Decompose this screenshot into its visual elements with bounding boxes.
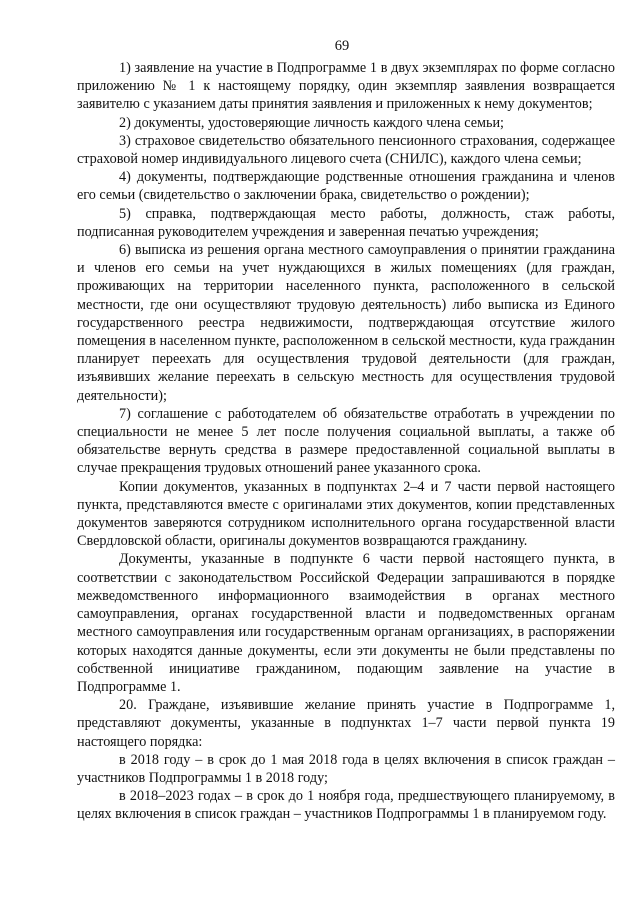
paragraph-deadline-2018: в 2018 году – в срок до 1 мая 2018 года в целях включения в список граждан – участников Подпрограммы 1 в 2018 году; [77, 751, 615, 786]
paragraph-copies: Копии документов, указанных в подпунктах 2–4 и 7 части первой настоящего пункта, представляются вместе с оригиналами этих документов, копии представленных документов заверяются сотрудником исполнительного органа государственной власти Свердловской области, оригиналы документов возвращаются гражданину. [77, 478, 615, 550]
paragraph-item-7: 7) соглашение с работодателем об обязательстве отработать в учреждении по специальности не менее 5 лет после получения социальной выплаты, а также об обязательстве вернуть средства в размере предоставленной социальной выплаты в случае прекращения трудовых отношений ранее указанного срока. [77, 405, 615, 477]
document-body [77, 59, 615, 824]
paragraph-item-3: 3) страховое свидетельство обязательного пенсионного страхования, содержащее страховой номер индивидуального лицевого счета (СНИЛС), каждого члена семьи; [77, 132, 615, 168]
paragraph-item-6: 6) выписка из решения органа местного самоуправления о принятии гражданина и членов его семьи на учет нуждающихся в жилых помещениях (для граждан, проживающих на территории населенного пункта, расположенного в сельской местности, где они осуществляют трудовую деятельность) либо выписка из Единого государственного реестра недвижимости, подтверждающая отсутствие жилого помещения в населенном пункте, расположенном в сельской местности, куда гражданин планирует переехать для осуществления трудовой деятельности (для граждан, изъявивших желание переехать в сельскую местность для осуществления трудовой деятельности); [77, 242, 615, 404]
paragraph-item-1: 1) заявление на участие в Подпрограмме 1 в двух экземплярах по форме согласно приложению № 1 к настоящему порядку, один экземпляр заявления возвращается заявителю с указанием даты принятия заявления и приложенных к нему документов; [77, 60, 615, 113]
paragraph-interagency: Документы, указанные в подпункте 6 части первой настоящего пункта, в соответствии с законодательством Российской Федерации запрашиваются в порядке межведомственного информационного взаимодействия в органах местного самоуправления, органах государственной власти и подведомственных органам местного самоуправления или государственным органам организациях, в распоряжении которых находятся данные документы, если эти документы не были представлены по собственной инициативе гражданином, подающим заявление на участие в Подпрограмме 1. [77, 551, 615, 695]
paragraph-item-4: 4) документы, подтверждающие родственные отношения гражданина и членов его семьи (свидетельство о заключении брака, свидетельство о рождении); [77, 169, 615, 204]
paragraph-deadline-2018-2023: в 2018–2023 годах – в срок до 1 ноября года, предшествующего планируемому, в целях включения в список граждан – участников Подпрограммы 1 в планируемом году. [77, 788, 615, 823]
paragraph-item-2: 2) документы, удостоверяющие личность каждого члена семьи; [119, 114, 504, 131]
paragraph-section-20: 20. Граждане, изъявившие желание принять участие в Подпрограмме 1, представляют документы, указанные в подпунктах 1–7 части первой пункта 19 настоящего порядка: [77, 697, 615, 750]
page-number: 69 [334, 38, 350, 54]
paragraph-item-5: 5) справка, подтверждающая место работы, должность, стаж работы, подписанная руководителем учреждения и заверенная печатью учреждения; [77, 205, 615, 240]
